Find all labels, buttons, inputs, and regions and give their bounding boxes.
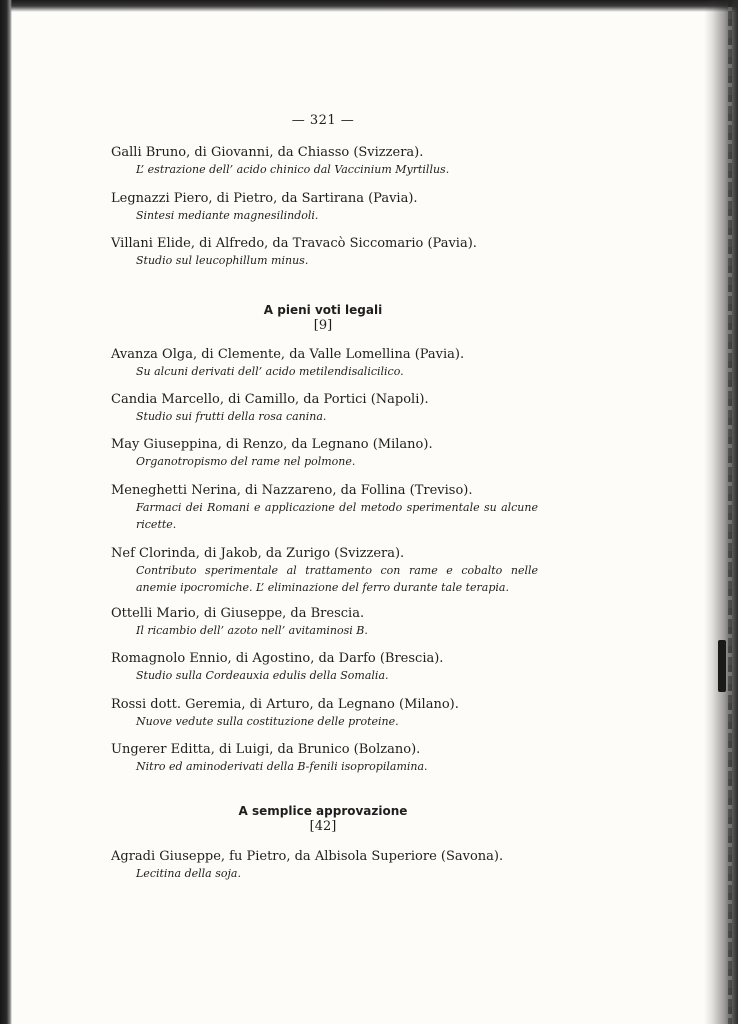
- list-item: [111, 741, 551, 775]
- entry-title: Il ricambio dell’ azoto nell’ avitaminosi B.: [136, 624, 368, 637]
- list-item: [111, 190, 551, 224]
- entry-name: Candia Marcello, di Camillo, da Portici (Napoli).: [111, 392, 429, 407]
- entry-name: Rossi dott. Geremia, di Arturo, da Legnano (Milano).: [111, 697, 459, 712]
- list-item: [111, 436, 551, 470]
- entry-title: Studio sul leucophillum minus.: [136, 254, 309, 267]
- section-count: [9]: [313, 318, 333, 333]
- entry-title: Nitro ed aminoderivati della B-fenili isopropilamina.: [136, 760, 428, 773]
- page-number: — 321 —: [291, 113, 355, 128]
- entry-title: Lecitina della soja.: [136, 867, 241, 880]
- list-item: [111, 235, 551, 269]
- entry-name: May Giuseppina, di Renzo, da Legnano (Milano).: [111, 437, 433, 452]
- binding-mark: [718, 640, 726, 692]
- list-item: [111, 346, 551, 380]
- section-heading: A pieni voti legali: [263, 303, 383, 317]
- entry-title: Farmaci dei Romani e applicazione del metodo sperimentale su alcune ricette.: [136, 501, 538, 531]
- entry-name: Avanza Olga, di Clemente, da Valle Lomellina (Pavia).: [111, 347, 465, 362]
- entry-name: Galli Bruno, di Giovanni, da Chiasso (Svizzera).: [111, 145, 424, 160]
- scan-edge-top: [0, 0, 738, 12]
- entry-name: Romagnolo Ennio, di Agostino, da Darfo (Brescia).: [111, 651, 444, 666]
- entry-name: Villani Elide, di Alfredo, da Travacò Siccomario (Pavia).: [111, 236, 477, 251]
- list-item: [111, 605, 551, 639]
- list-item: [111, 650, 551, 684]
- entry-title: Su alcuni derivati dell’ acido metilendisalicilico.: [136, 365, 404, 378]
- entry-name: Agradi Giuseppe, fu Pietro, da Albisola Superiore (Savona).: [111, 849, 504, 864]
- entry-title: Organotropismo del rame nel polmone.: [136, 455, 356, 468]
- entry-name: Ungerer Editta, di Luigi, da Brunico (Bolzano).: [111, 742, 421, 757]
- scan-edge-left: [0, 0, 12, 1024]
- entry-title: Contributo sperimentale al trattamento con rame e cobalto nelle anemie ipocromiche. L’ eliminazione del ferro durante tale terapia.: [136, 564, 538, 594]
- scan-edge-right: [704, 0, 738, 1024]
- entry-name: Meneghetti Nerina, di Nazzareno, da Follina (Treviso).: [111, 483, 473, 498]
- scan-edge-right-texture: [728, 0, 732, 1024]
- list-item: [111, 144, 551, 178]
- list-item: [111, 848, 551, 882]
- entry-title: Studio sulla Cordeauxia edulis della Somalia.: [136, 669, 389, 682]
- entry-title: L’ estrazione dell’ acido chinico dal Vaccinium Myrtillus.: [136, 163, 450, 176]
- entry-title: Sintesi mediante magnesilindoli.: [136, 209, 319, 222]
- section-heading: A semplice approvazione: [238, 804, 408, 818]
- entry-name: Ottelli Mario, di Giuseppe, da Brescia.: [111, 606, 365, 621]
- list-item: [111, 545, 551, 596]
- entry-title: Nuove vedute sulla costituzione delle proteine.: [136, 715, 399, 728]
- section-count: [42]: [309, 819, 337, 834]
- entry-title: Studio sui frutti della rosa canina.: [136, 410, 327, 423]
- entry-name: Nef Clorinda, di Jakob, da Zurigo (Svizzera).: [111, 546, 405, 561]
- list-item: [111, 391, 551, 425]
- entry-name: Legnazzi Piero, di Pietro, da Sartirana (Pavia).: [111, 191, 418, 206]
- list-item: [111, 696, 551, 730]
- list-item: [111, 482, 551, 533]
